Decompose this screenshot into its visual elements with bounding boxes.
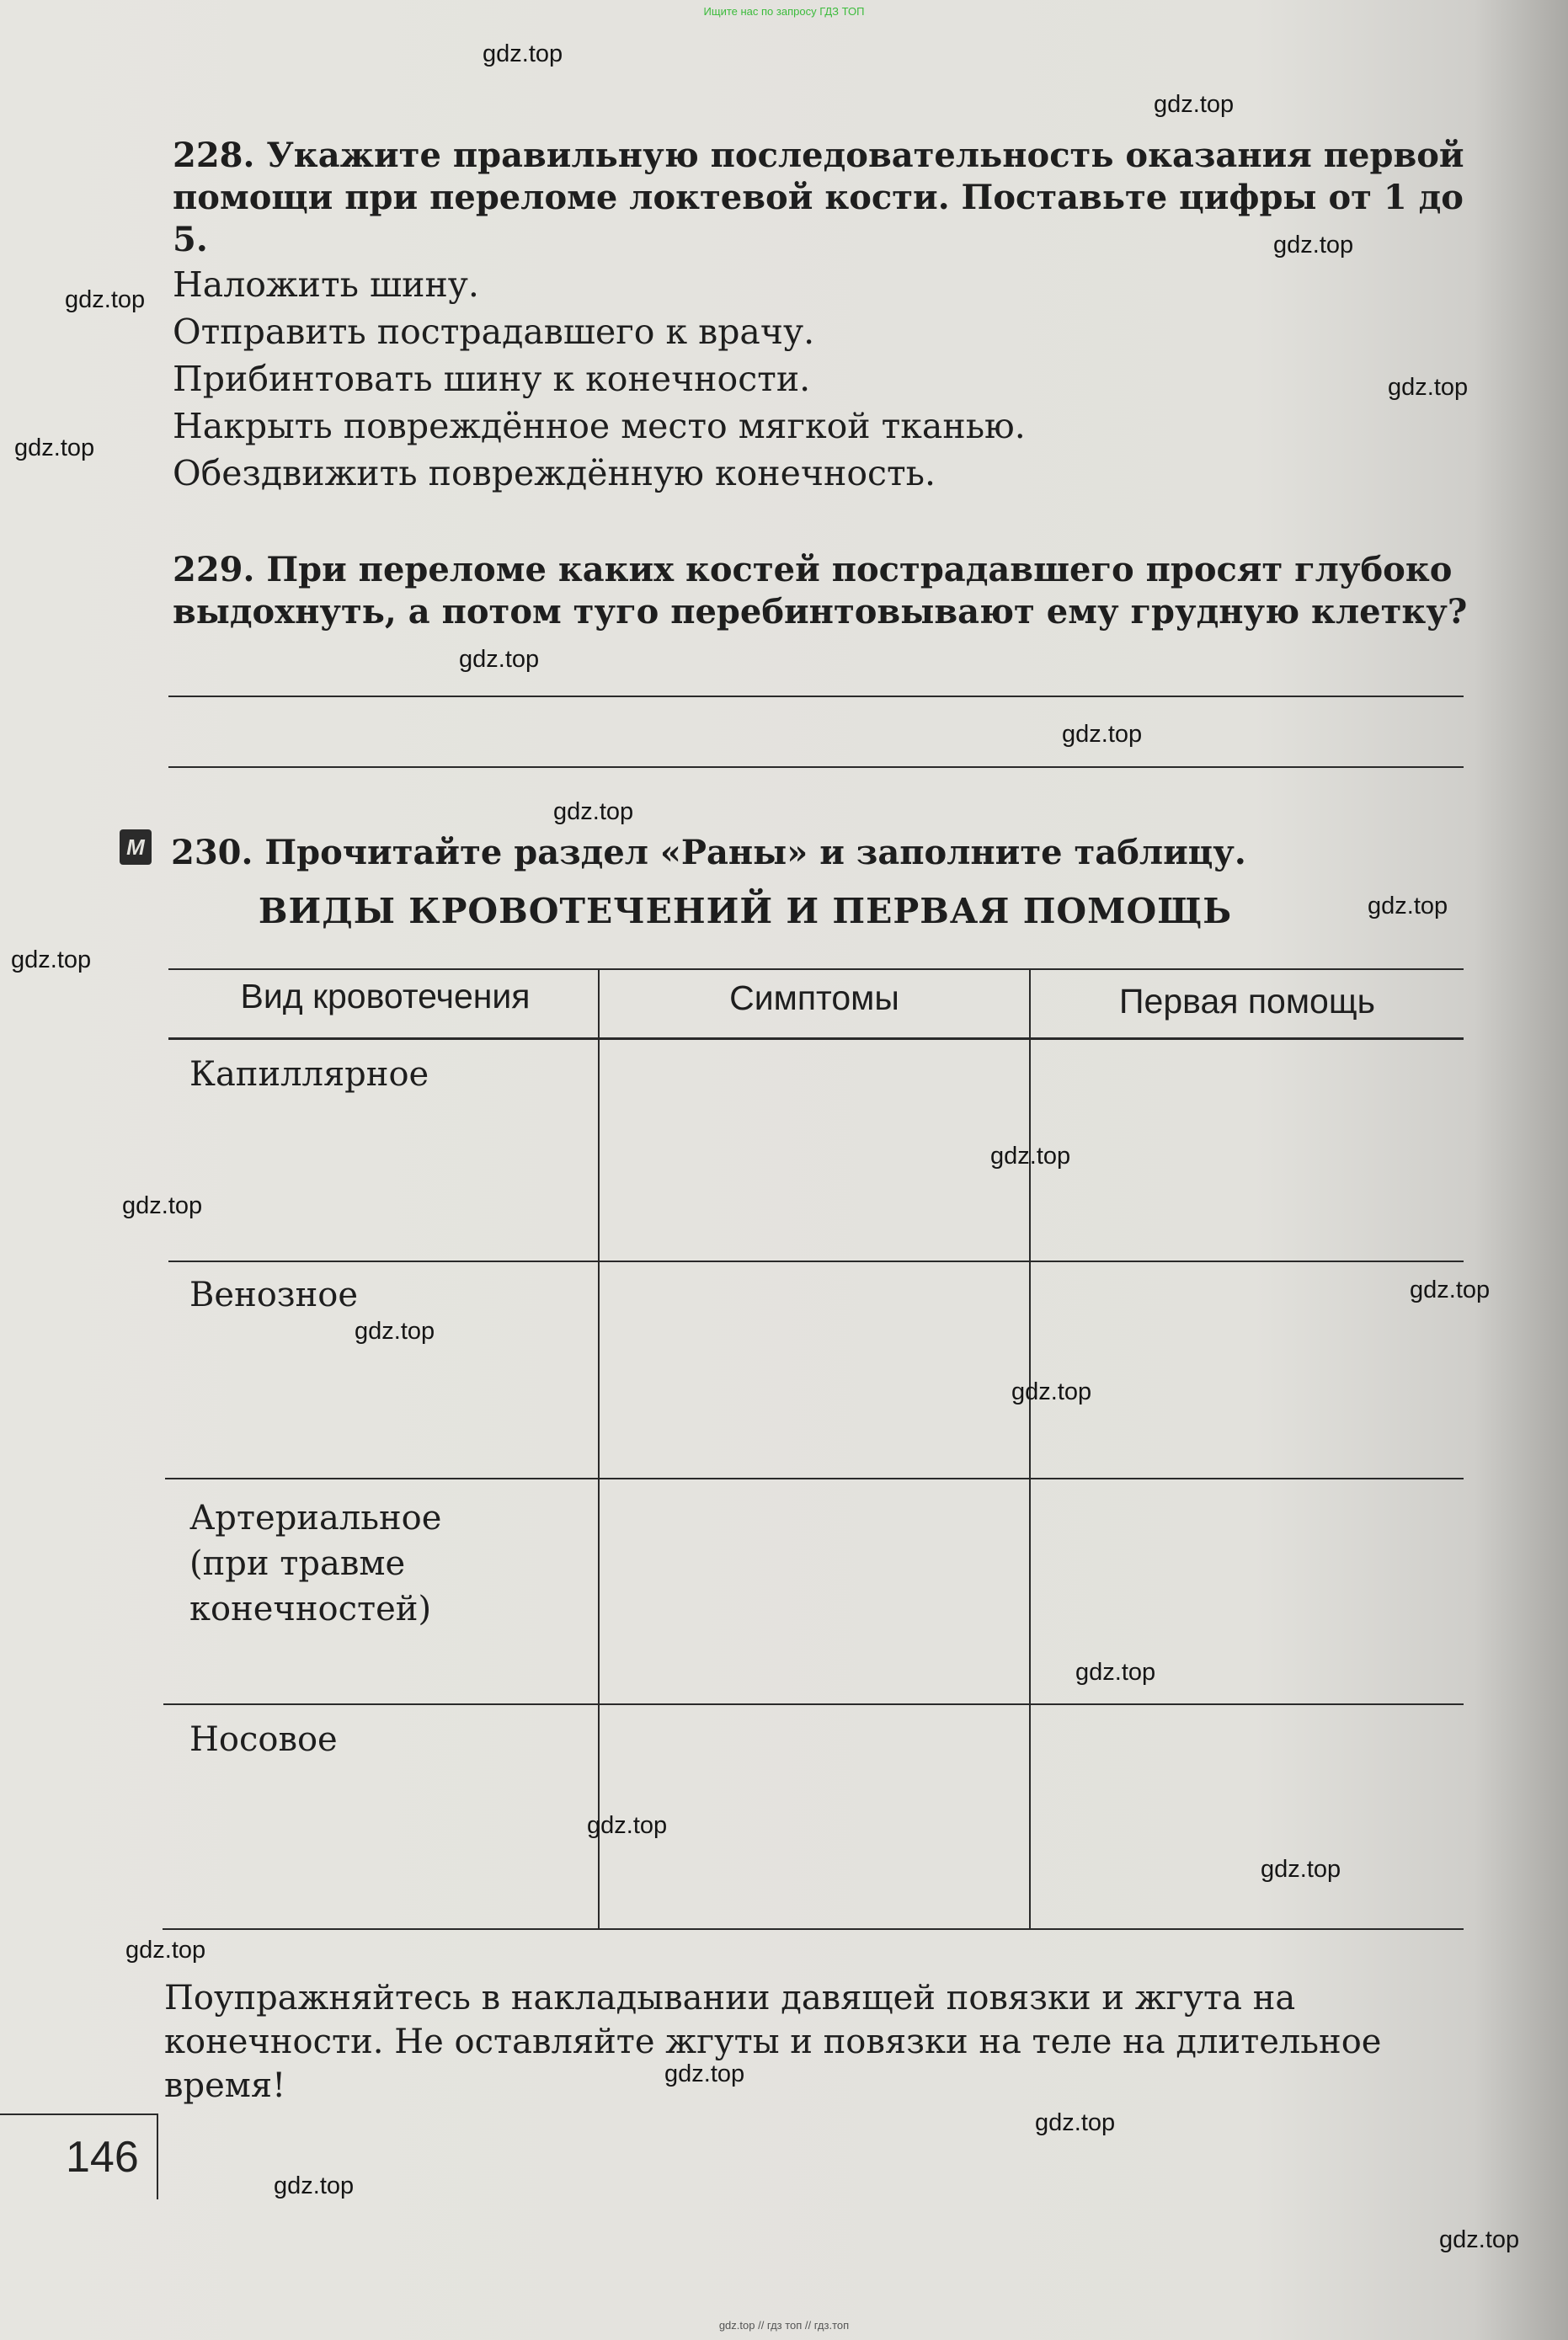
table-title: ВИДЫ КРОВОТЕЧЕНИЙ И ПЕРВАЯ ПОМОЩЬ [258, 891, 1233, 931]
table-row-border [168, 1261, 1464, 1262]
watermark: gdz.top [459, 646, 540, 673]
watermark: gdz.top [1439, 2226, 1520, 2253]
watermark: gdz.top [553, 798, 634, 825]
watermark: gdz.top [664, 2060, 745, 2087]
answer-line[interactable] [168, 696, 1464, 697]
answer-item: Накрыть повреждённое место мягкой тканью. [173, 406, 1026, 446]
table-header-border [168, 1037, 1464, 1040]
watermark: gdz.top [483, 40, 563, 67]
watermark: gdz.top [587, 1812, 668, 1839]
table-bottom-border [163, 1928, 1464, 1930]
watermark: gdz.top [990, 1143, 1071, 1170]
table-header-first-aid: Первая помощь [1119, 982, 1375, 1021]
answer-item: Отправить пострадавшего к врачу. [173, 312, 815, 352]
practice-note: Поупражняйтесь в накладывании давящей повязки и жгута на конечности. Не оставляйте жгуты и повязки на теле на длительное время! [164, 1979, 1382, 2105]
table-header-symptoms: Симптомы [729, 978, 899, 1017]
watermark: gdz.top [274, 2172, 355, 2199]
page-number-divider [0, 2113, 158, 2115]
watermark: gdz.top [1388, 374, 1469, 401]
answer-line[interactable] [168, 766, 1464, 768]
table-row-capillary: Капиллярное [189, 1055, 429, 1094]
top-banner[interactable]: Ищите нас по запросу ГДЗ ТОП [703, 5, 865, 18]
watermark: gdz.top [1154, 91, 1235, 118]
table-row-arterial: Артериальное (при травме конечностей) [189, 1499, 442, 1628]
watermark: gdz.top [14, 434, 95, 461]
watermark: gdz.top [11, 946, 92, 973]
question-228-answer-list [173, 261, 1026, 497]
table-header-type: Вид кровотечения [240, 977, 531, 1015]
table-column-divider [598, 968, 600, 1928]
watermark: gdz.top [1368, 893, 1448, 919]
watermark: gdz.top [1075, 1659, 1156, 1686]
watermark: gdz.top [1011, 1378, 1092, 1405]
question-228-title: 228. Укажите правильную последовательность оказания первой помощи при переломе локтевой кости. Поставьте цифры от 1 до 5. [173, 136, 1464, 259]
answer-item: Обездвижить повреждённую конечность. [173, 453, 936, 493]
watermark: gdz.top [122, 1192, 203, 1219]
question-230-title: 230. Прочитайте раздел «Раны» и заполните таблицу. [171, 833, 1246, 872]
watermark: gdz.top [1410, 1277, 1491, 1303]
page-number-divider [157, 2115, 158, 2199]
table-top-border [168, 968, 1464, 970]
question-229-title: 229. При переломе каких костей пострадавшего просят глубоко выдохнуть, а потом туго перебинтовывают ему грудную клетку? [173, 550, 1468, 632]
page-number: 146 [66, 2133, 139, 2182]
table-row-nasal: Носовое [189, 1720, 338, 1759]
watermark: gdz.top [355, 1318, 435, 1345]
answer-item: Наложить шину. [173, 264, 479, 305]
m-icon: M [120, 829, 152, 865]
watermark: gdz.top [1261, 1856, 1341, 1883]
watermark: gdz.top [1273, 232, 1354, 259]
watermark: gdz.top [1062, 721, 1143, 748]
table-row-border [165, 1478, 1464, 1479]
watermark: gdz.top [125, 1937, 206, 1964]
bottom-banner[interactable]: gdz.top // гдз топ // гдз.топ [718, 2319, 850, 2332]
watermark: gdz.top [1035, 2109, 1116, 2136]
answer-item: Прибинтовать шину к конечности. [173, 359, 811, 399]
table-row-border [163, 1703, 1464, 1705]
watermark: gdz.top [65, 286, 146, 313]
table-row-venous: Венозное [189, 1276, 359, 1314]
table-column-divider [1029, 968, 1031, 1928]
